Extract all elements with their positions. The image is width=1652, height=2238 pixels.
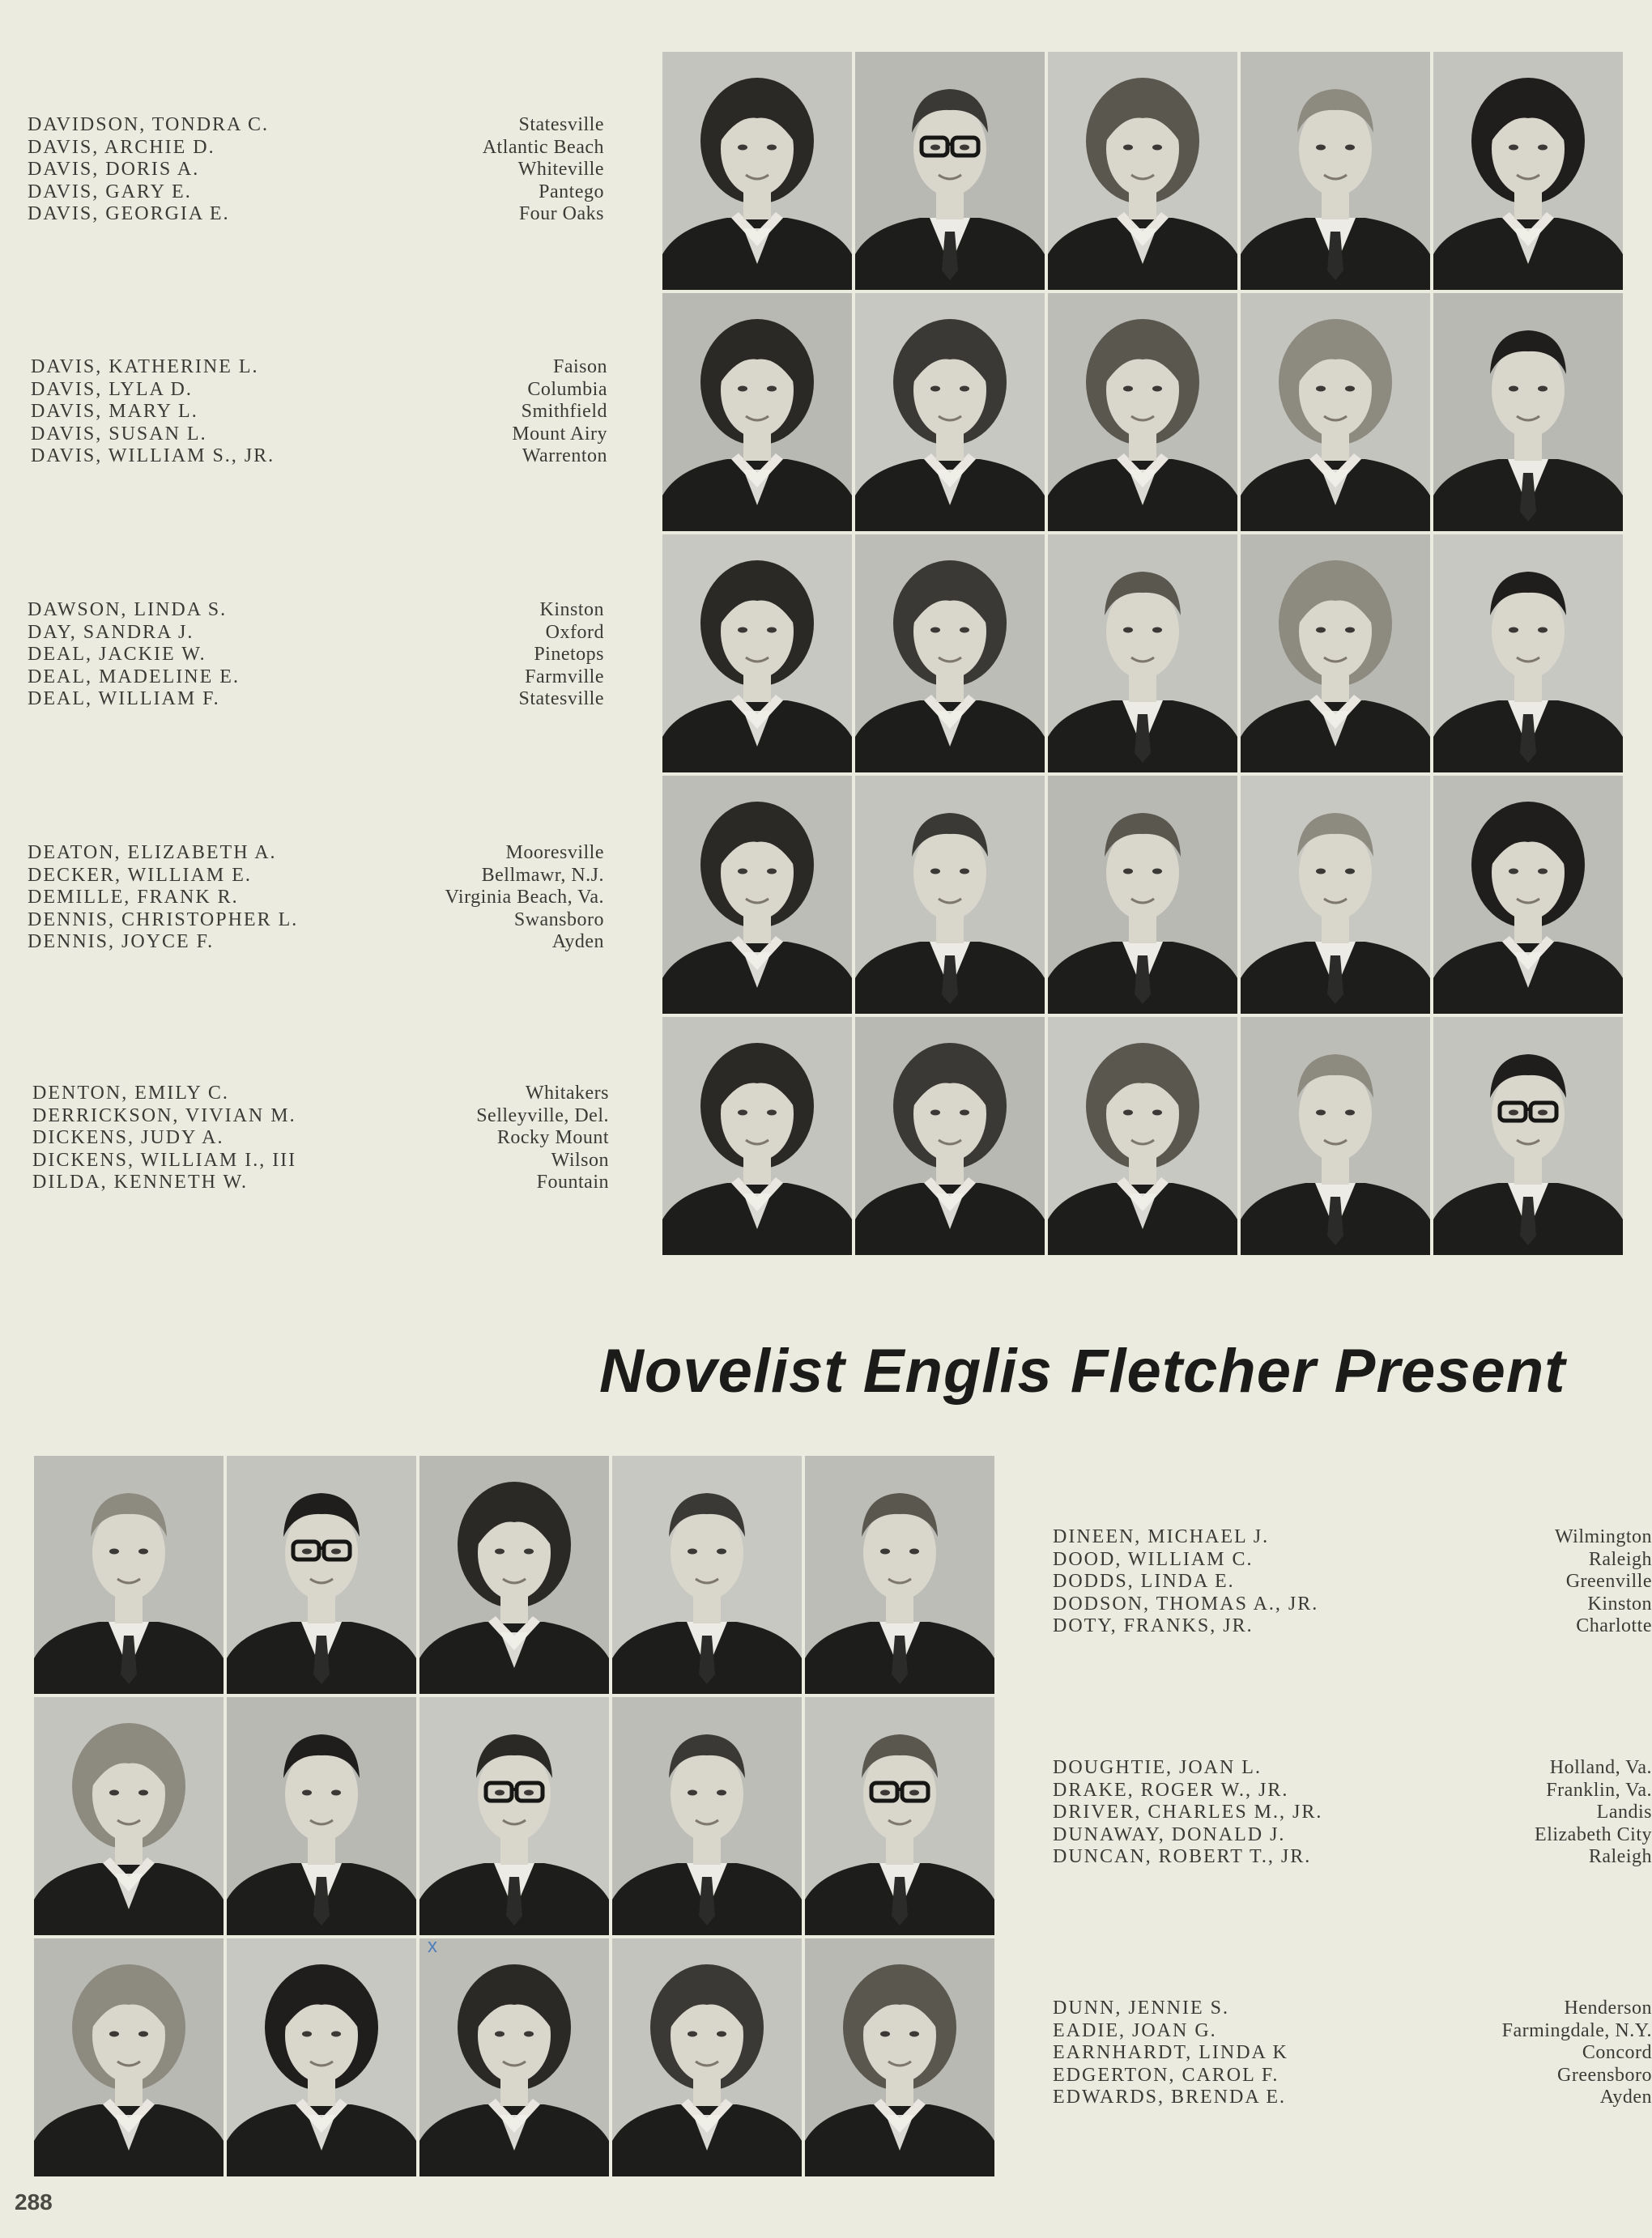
student-portrait (227, 1456, 416, 1694)
student-name: DILDA, KENNETH W. (32, 1172, 248, 1193)
student-name: DOOD, WILLIAM C. (1053, 1548, 1254, 1570)
name-entry (1053, 1846, 1652, 1869)
name-entry (1053, 1593, 1652, 1616)
name-entry (32, 1172, 609, 1194)
student-portrait (1433, 1017, 1623, 1255)
name-entry (32, 1083, 609, 1105)
student-name: DOUGHTIE, JOAN L. (1053, 1757, 1262, 1778)
student-portrait (34, 1456, 224, 1694)
student-portrait (855, 52, 1045, 290)
student-portrait (662, 52, 852, 290)
name-entry (28, 688, 604, 711)
student-portrait (805, 1456, 994, 1694)
student-name: DAVIDSON, TONDRA C. (28, 114, 270, 135)
student-name: DICKENS, WILLIAM I., III (32, 1149, 297, 1171)
name-entry (31, 445, 607, 468)
student-portrait (1048, 1017, 1237, 1255)
student-portrait (855, 293, 1045, 531)
hometown: Kinston (539, 599, 604, 620)
student-portrait (1048, 776, 1237, 1014)
photo-grid-top (662, 52, 1623, 1255)
hometown: Charlotte (1576, 1615, 1652, 1636)
student-name: EARNHARDT, LINDA K (1053, 2042, 1288, 2063)
hometown: Mount Airy (512, 423, 607, 445)
name-entry (31, 423, 607, 446)
student-portrait (855, 776, 1045, 1014)
hometown: Elizabeth City (1535, 1823, 1652, 1845)
hometown: Fountain (536, 1172, 609, 1193)
name-list-top-1 (28, 114, 604, 226)
student-name: EADIE, JOAN G. (1053, 2019, 1217, 2041)
name-entry (28, 622, 604, 645)
hometown: Kinston (1587, 1593, 1652, 1615)
hometown: Whitakers (525, 1083, 609, 1104)
student-portrait (1433, 52, 1623, 290)
name-entry (1053, 1780, 1652, 1802)
name-entry (1053, 1615, 1652, 1638)
student-name: DAVIS, KATHERINE L. (31, 356, 259, 377)
name-entry (28, 644, 604, 666)
name-entry (31, 379, 607, 402)
student-name: DENNIS, CHRISTOPHER L. (28, 908, 299, 930)
name-list-bottom-1 (1053, 1526, 1652, 1638)
name-entry (1053, 1526, 1652, 1549)
name-entry (31, 401, 607, 423)
hometown: Ayden (551, 931, 604, 952)
student-portrait (419, 1938, 609, 2176)
student-name: DEMILLE, FRANK R. (28, 887, 239, 908)
student-name: DODSON, THOMAS A., JR. (1053, 1593, 1319, 1615)
name-entry (28, 931, 604, 954)
student-portrait (227, 1938, 416, 2176)
hometown: Concord (1582, 2042, 1652, 2063)
hometown: Mooresville (505, 842, 604, 863)
student-name: DEAL, WILLIAM F. (28, 688, 220, 709)
student-name: DUNCAN, ROBERT T., JR. (1053, 1846, 1312, 1867)
student-name: DENNIS, JOYCE F. (28, 931, 215, 952)
name-entry (1053, 2020, 1652, 2043)
student-portrait (1241, 52, 1430, 290)
name-entry (1053, 1802, 1652, 1824)
name-entry (31, 356, 607, 379)
hometown: Greenville (1565, 1571, 1652, 1592)
name-entry (32, 1150, 609, 1172)
student-name: DAVIS, LYLA D. (31, 378, 193, 400)
student-portrait (227, 1697, 416, 1935)
hometown: Franklin, Va. (1546, 1779, 1652, 1801)
name-list-top-2 (31, 356, 607, 468)
hometown: Raleigh (1588, 1846, 1652, 1867)
hometown: Warrenton (522, 445, 607, 466)
student-name: DINEEN, MICHAEL J. (1053, 1526, 1270, 1547)
hometown: Smithfield (521, 401, 607, 422)
hometown: Ayden (1599, 2087, 1652, 2108)
student-portrait (1241, 534, 1430, 772)
hometown: Columbia (527, 378, 607, 400)
name-list-bottom-2 (1053, 1757, 1652, 1869)
student-portrait (805, 1938, 994, 2176)
student-portrait (855, 1017, 1045, 1255)
name-list-top-3 (28, 599, 604, 711)
page-number: 288 (15, 2189, 53, 2215)
student-portrait (612, 1456, 802, 1694)
hometown: Atlantic Beach (482, 136, 604, 158)
student-name: DRIVER, CHARLES M., JR. (1053, 1802, 1323, 1823)
student-portrait (662, 1017, 852, 1255)
name-entry (28, 599, 604, 622)
student-name: DERRICKSON, VIVIAN M. (32, 1104, 296, 1126)
student-name: DAVIS, GARY E. (28, 181, 192, 202)
student-portrait (34, 1938, 224, 2176)
name-list-top-4 (28, 842, 604, 954)
student-name: DAWSON, LINDA S. (28, 599, 228, 620)
hometown: Pantego (539, 181, 604, 202)
student-name: EDWARDS, BRENDA E. (1053, 2087, 1287, 2108)
hometown: Farmville (525, 666, 604, 687)
hometown: Raleigh (1588, 1548, 1652, 1570)
hometown: Selleyville, Del. (476, 1104, 609, 1126)
student-portrait (1048, 293, 1237, 531)
ink-mark: x (428, 1935, 437, 1957)
student-portrait (612, 1697, 802, 1935)
student-portrait (34, 1697, 224, 1935)
student-name: DODDS, LINDA E. (1053, 1571, 1235, 1592)
student-name: DEAL, JACKIE W. (28, 644, 206, 665)
student-portrait (612, 1938, 802, 2176)
name-entry (28, 887, 604, 909)
student-portrait (805, 1697, 994, 1935)
hometown: Swansboro (513, 908, 604, 930)
name-entry (28, 842, 604, 865)
student-portrait (855, 534, 1045, 772)
student-portrait (662, 534, 852, 772)
student-portrait (1048, 534, 1237, 772)
hometown: Farmingdale, N.Y. (1501, 2019, 1652, 2041)
name-entry (1053, 2042, 1652, 2065)
hometown: Statesville (518, 114, 604, 135)
student-name: DRAKE, ROGER W., JR. (1053, 1779, 1289, 1801)
student-name: EDGERTON, CAROL F. (1053, 2064, 1279, 2086)
student-portrait (1241, 776, 1430, 1014)
student-name: DEATON, ELIZABETH A. (28, 842, 277, 863)
name-entry (28, 203, 604, 226)
student-portrait (1241, 1017, 1430, 1255)
student-name: DAVIS, SUSAN L. (31, 423, 207, 445)
name-entry (28, 666, 604, 689)
photo-grid-bottom (34, 1456, 994, 2176)
name-entry (32, 1105, 609, 1128)
name-entry (1053, 2065, 1652, 2087)
name-entry (1053, 1757, 1652, 1780)
hometown: Holland, Va. (1549, 1757, 1652, 1778)
student-portrait (1433, 293, 1623, 531)
student-name: DUNN, JENNIE S. (1053, 1998, 1229, 2019)
name-entry (1053, 2087, 1652, 2109)
student-name: DEAL, MADELINE E. (28, 666, 240, 687)
student-name: DAVIS, DORIS A. (28, 159, 200, 180)
name-entry (28, 909, 604, 932)
student-name: DECKER, WILLIAM E. (28, 864, 252, 886)
student-name: DAVIS, ARCHIE D. (28, 136, 215, 158)
student-portrait (419, 1697, 609, 1935)
student-name: DAVIS, GEORGIA E. (28, 203, 230, 224)
name-entry (1053, 1571, 1652, 1593)
hometown: Pinetops (534, 644, 604, 665)
name-entry (1053, 1549, 1652, 1572)
hometown: Wilson (551, 1149, 609, 1171)
hometown: Four Oaks (518, 203, 604, 224)
student-portrait (419, 1456, 609, 1694)
name-entry (28, 181, 604, 204)
student-portrait (1048, 52, 1237, 290)
student-portrait (662, 776, 852, 1014)
hometown: Faison (552, 356, 607, 377)
name-entry (1053, 1824, 1652, 1847)
hometown: Rocky Mount (496, 1127, 609, 1148)
name-entry (1053, 1998, 1652, 2020)
hometown: Henderson (1564, 1998, 1652, 2019)
hometown: Wilmington (1554, 1526, 1652, 1547)
student-name: DENTON, EMILY C. (32, 1083, 229, 1104)
hometown: Landis (1596, 1802, 1652, 1823)
name-entry (32, 1127, 609, 1150)
student-name: DAVIS, MARY L. (31, 401, 198, 422)
student-portrait (1433, 534, 1623, 772)
name-entry (28, 114, 604, 137)
name-entry (28, 137, 604, 160)
student-name: DAVIS, WILLIAM S., JR. (31, 445, 275, 466)
name-list-top-5 (32, 1083, 609, 1194)
hometown: Statesville (518, 688, 604, 709)
name-list-bottom-3 (1053, 1998, 1652, 2109)
hometown: Whiteville (517, 159, 604, 180)
student-name: DOTY, FRANKS, JR. (1053, 1615, 1254, 1636)
student-portrait (662, 293, 852, 531)
headline: Novelist Englis Fletcher Present (599, 1337, 1566, 1406)
student-portrait (1433, 776, 1623, 1014)
student-name: DAY, SANDRA J. (28, 621, 194, 643)
name-entry (28, 159, 604, 181)
student-name: DICKENS, JUDY A. (32, 1127, 224, 1148)
hometown: Greensboro (1557, 2064, 1652, 2086)
student-portrait (1241, 293, 1430, 531)
hometown: Oxford (545, 621, 604, 643)
student-name: DUNAWAY, DONALD J. (1053, 1823, 1286, 1845)
name-entry (28, 865, 604, 887)
hometown: Bellmawr, N.J. (481, 864, 604, 886)
hometown: Virginia Beach, Va. (445, 887, 604, 908)
